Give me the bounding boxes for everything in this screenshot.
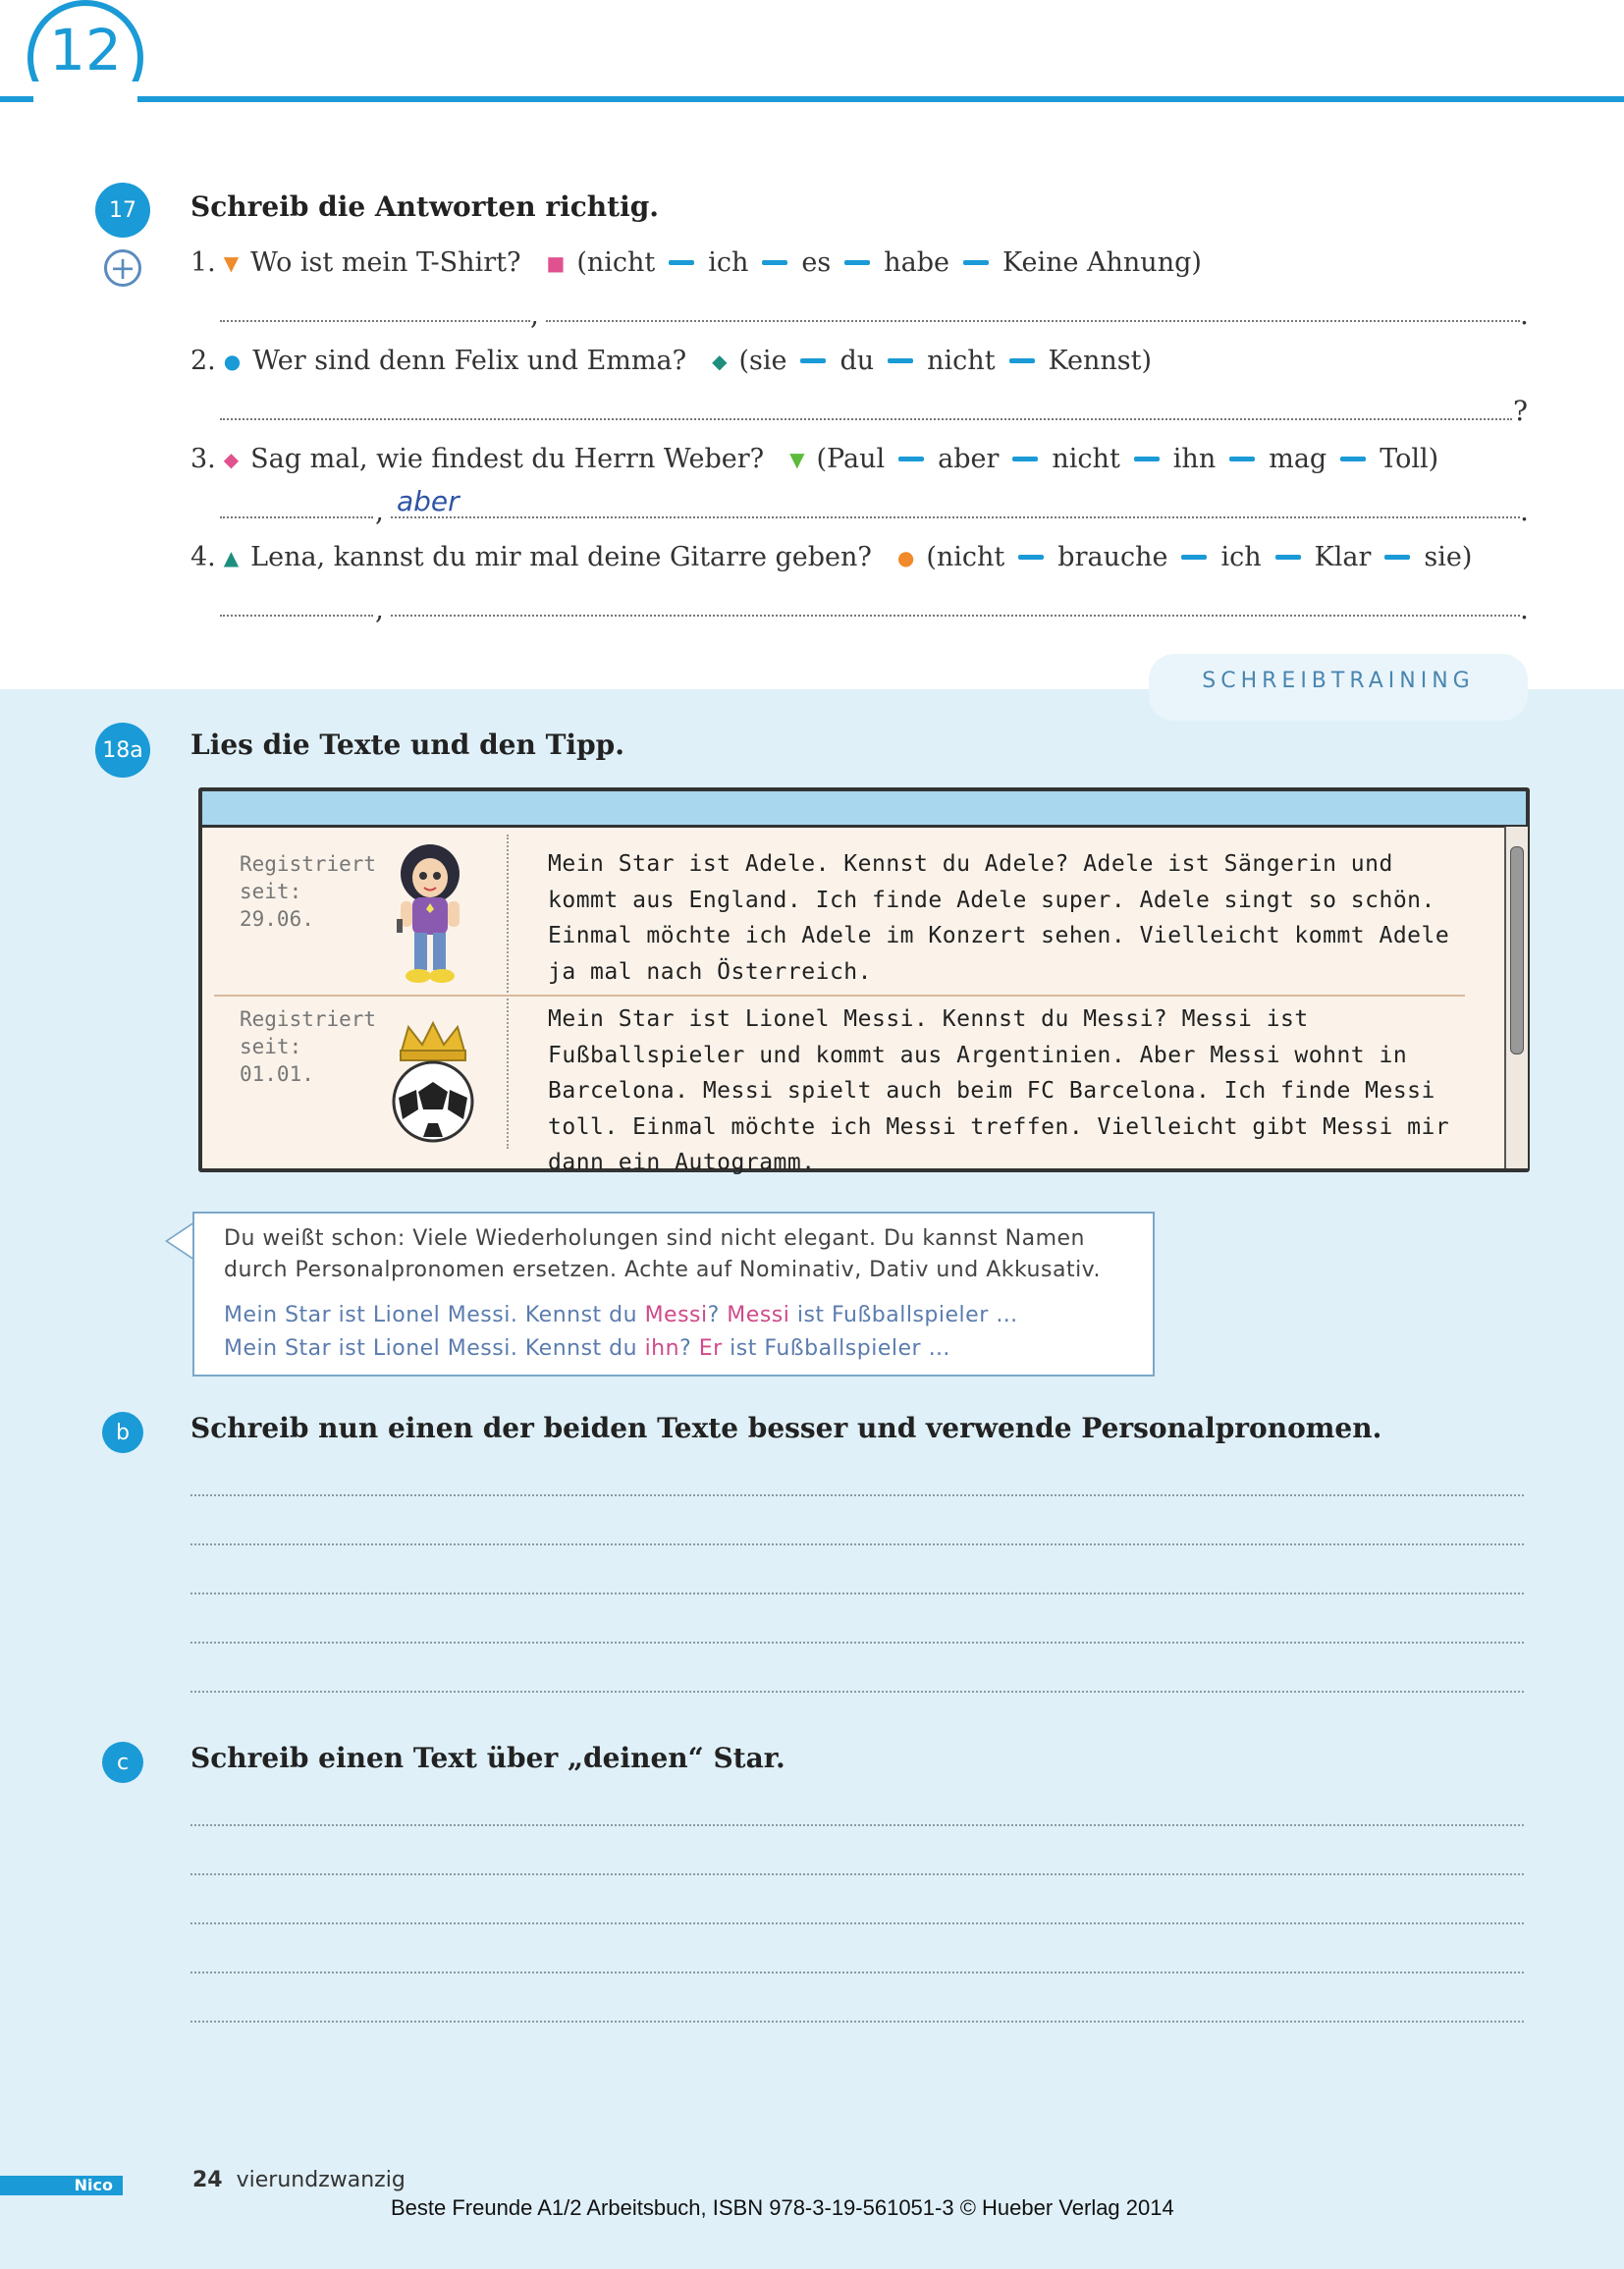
forum-scrollbar-thumb[interactable] bbox=[1510, 846, 1524, 1054]
answer-line-1b[interactable] bbox=[546, 320, 1520, 322]
handwritten-example: aber bbox=[397, 485, 460, 517]
plus-icon: + bbox=[104, 249, 141, 287]
football-crown-avatar bbox=[389, 1021, 477, 1149]
circle-icon: ● bbox=[223, 349, 242, 373]
word-separator bbox=[1018, 555, 1044, 560]
task-title-18a: Lies die Texte und den Tipp. bbox=[190, 729, 624, 761]
tip-example-1: Mein Star ist Lionel Messi. Kennst du Messi? Messi ist Fußballspieler … bbox=[224, 1303, 1018, 1327]
writing-line-b1[interactable] bbox=[190, 1494, 1524, 1496]
word-separator bbox=[1009, 358, 1035, 363]
exercise-item-3: 3. ◆ Sag mal, wie findest du Herrn Weber? ▼ (Paul aber nicht ihn mag Toll) bbox=[190, 444, 1439, 474]
writing-line-c1[interactable] bbox=[190, 1824, 1524, 1826]
singer-avatar bbox=[381, 840, 479, 988]
word-separator bbox=[1229, 457, 1255, 461]
task-title-c: Schreib einen Text über „deinen“ Star. bbox=[190, 1742, 785, 1774]
exercise-item-1: 1. ▼ Wo ist mein T-Shirt? ■ (nicht ich es habe Keine Ahnung) bbox=[190, 247, 1202, 278]
task-badge-18a: 18a bbox=[95, 723, 150, 778]
header-rule bbox=[0, 96, 1624, 102]
word-separator bbox=[1181, 555, 1207, 560]
triangle-down-icon: ▼ bbox=[223, 250, 240, 275]
task-badge-17: 17 bbox=[95, 183, 150, 238]
footer-name-tag: Nico bbox=[0, 2176, 123, 2195]
writing-line-c5[interactable] bbox=[190, 2021, 1524, 2023]
forum-post-divider bbox=[214, 995, 1465, 997]
writing-line-b4[interactable] bbox=[190, 1642, 1524, 1644]
post-2-registered: Registriert seit: 01.01. bbox=[240, 1007, 377, 1086]
unit-number: 12 bbox=[49, 17, 122, 83]
header-rule-gap bbox=[33, 90, 137, 104]
diamond-icon: ◆ bbox=[712, 349, 728, 373]
word-separator bbox=[1134, 457, 1160, 461]
tip-example-2: Mein Star ist Lionel Messi. Kennst du ihn? Er ist Fußballspieler … bbox=[224, 1336, 951, 1361]
post-2-text: Mein Star ist Lionel Messi. Kennst du Messi? Messi ist Fußballspieler und kommt aus Argentinien. Aber Messi wohnt in Barcelona. Messi spielt auch beim FC Barcelona. Ich finde Messi toll. Einmal möchte ich Messi treffen. Vielleicht gibt Messi mir dann ein Autogramm. bbox=[548, 1006, 1450, 1175]
tip-pointer-fill bbox=[168, 1223, 194, 1259]
circle-icon: ● bbox=[896, 545, 915, 569]
writing-line-b3[interactable] bbox=[190, 1593, 1524, 1594]
word-separator bbox=[762, 260, 787, 265]
answer-line-3a[interactable] bbox=[220, 516, 373, 518]
word-separator bbox=[844, 260, 870, 265]
forum-title-bar bbox=[202, 791, 1526, 828]
writing-line-b2[interactable] bbox=[190, 1543, 1524, 1545]
word-separator bbox=[1012, 457, 1038, 461]
task-badge-c: c bbox=[102, 1742, 143, 1783]
word-separator bbox=[800, 358, 826, 363]
exercise-item-2: 2. ● Wer sind denn Felix und Emma? ◆ (sie du nicht Kennst) bbox=[190, 346, 1152, 376]
word-separator bbox=[963, 260, 989, 265]
triangle-down-icon: ▼ bbox=[789, 447, 805, 471]
answer-line-3b[interactable] bbox=[391, 516, 1520, 518]
answer-line-4b[interactable] bbox=[391, 615, 1520, 617]
task-badge-b: b bbox=[102, 1412, 143, 1453]
word-separator bbox=[1384, 555, 1410, 560]
square-icon: ■ bbox=[546, 250, 566, 275]
word-separator bbox=[669, 260, 694, 265]
writing-line-c2[interactable] bbox=[190, 1873, 1524, 1875]
word-separator bbox=[898, 457, 924, 461]
task-title-17: Schreib die Antworten richtig. bbox=[190, 190, 660, 223]
word-separator bbox=[1275, 555, 1301, 560]
task-title-b: Schreib nun einen der beiden Texte besser und verwende Personalpronomen. bbox=[190, 1412, 1382, 1444]
writing-line-c4[interactable] bbox=[190, 1972, 1524, 1973]
answer-line-2[interactable] bbox=[220, 418, 1512, 420]
post-1-registered: Registriert seit: 29.06. bbox=[240, 852, 377, 931]
copyright-line: Beste Freunde A1/2 Arbeitsbuch, ISBN 978-3-19-561051-3 © Hueber Verlag 2014 bbox=[391, 2195, 1174, 2220]
diamond-icon: ◆ bbox=[223, 447, 240, 471]
writing-line-c3[interactable] bbox=[190, 1922, 1524, 1924]
section-tab: SCHREIBTRAINING bbox=[1149, 654, 1528, 721]
forum-column-divider bbox=[507, 835, 509, 1149]
page-number: 24 vierundzwanzig bbox=[192, 2168, 406, 2192]
tip-text: Du weißt schon: Viele Wiederholungen sind nicht elegant. Du kannst Namen durch Personalpronomen ersetzen. Achte auf Nominativ, Dativ und Akkusativ. bbox=[224, 1226, 1101, 1282]
triangle-up-icon: ▲ bbox=[223, 545, 240, 569]
exercise-item-4: 4. ▲ Lena, kannst du mir mal deine Gitarre geben? ● (nicht brauche ich Klar sie) bbox=[190, 542, 1473, 572]
word-separator bbox=[1340, 457, 1366, 461]
word-separator bbox=[888, 358, 913, 363]
answer-line-1a[interactable] bbox=[220, 320, 530, 322]
answer-line-4a[interactable] bbox=[220, 615, 373, 617]
writing-line-b5[interactable] bbox=[190, 1691, 1524, 1693]
post-1-text: Mein Star ist Adele. Kennst du Adele? Adele ist Sängerin und kommt aus England. Ich finde Adele super. Adele singt so schön. Einmal möchte ich Adele im Konzert sehen. Vielleicht kommt Adele ja mal nach Österreich. bbox=[548, 851, 1450, 985]
